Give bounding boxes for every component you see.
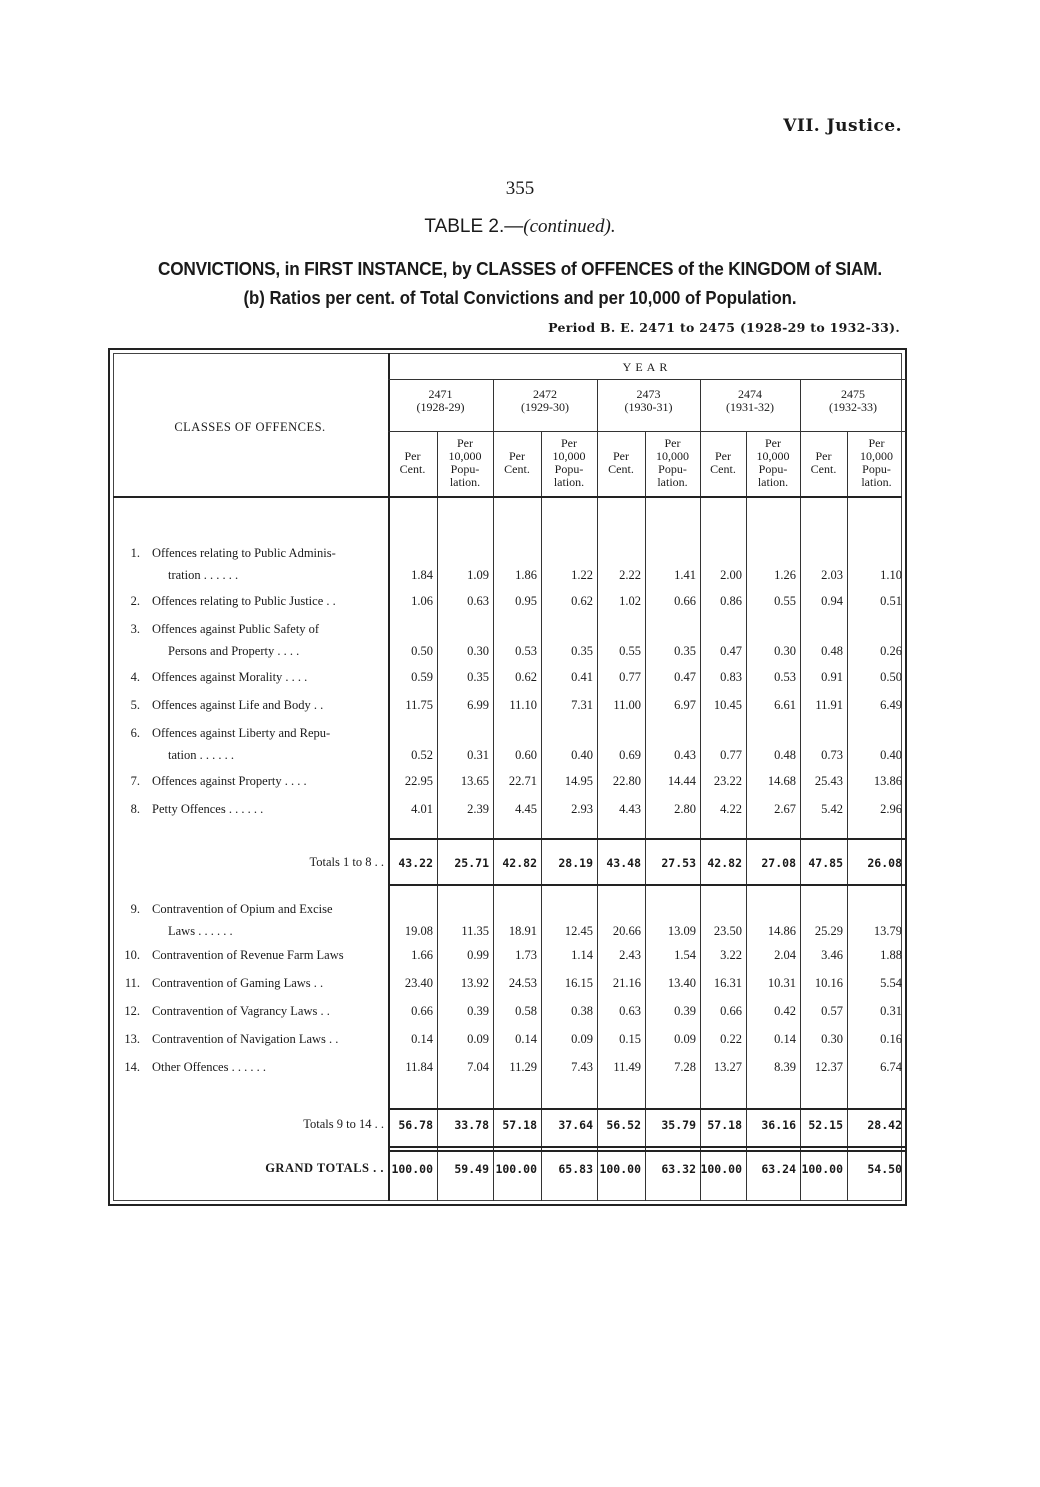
value-cell: 0.41 [571,670,593,684]
value-cell: 0.66 [674,594,696,608]
contravention-row-label [120,1028,385,1050]
value-cell: 0.22 [720,1032,742,1046]
row-text: Contravention of Opium and Excise [152,902,333,916]
per-population-line: Per [765,436,781,450]
per-cent-line: Per [509,449,525,463]
value-cell: 0.62 [515,670,537,684]
value-cell: 0.09 [467,1032,489,1046]
value-cell: 14.68 [767,774,796,788]
value-cell: 1.10 [880,568,902,582]
year-header [493,388,597,414]
value-cell: 1.88 [880,948,902,962]
value-cell: 5.42 [821,802,843,816]
row-text: Offences against Liberty and Repu- [152,726,331,740]
value-cell: 0.15 [619,1032,641,1046]
value-cell: 4.45 [515,802,537,816]
year-header [388,388,493,414]
value-cell: 0.16 [880,1032,902,1046]
subheading-rule [388,431,906,432]
row-text: Laws . . . . . . [168,924,233,938]
per-cent-line: Per [613,449,629,463]
value-cell: 0.42 [774,1004,796,1018]
value-cell: 0.30 [467,644,489,658]
totals-1-to-8-value: 43.48 [606,856,641,870]
value-cell: 0.59 [411,670,433,684]
grand-totals-value: 59.49 [454,1162,489,1176]
totals-1-to-8-value: 26.08 [867,856,902,870]
value-cell: 13.09 [667,924,696,938]
totals-1-to-8-label: Totals 1 to 8 . . [309,855,384,869]
totals-9-to-14-value: 36.16 [761,1118,796,1132]
value-cell: 0.60 [515,748,537,762]
value-cell: 0.35 [674,644,696,658]
per-cent-line: Cent. [810,462,837,476]
per-population-line: Per [868,436,885,450]
value-cell: 0.53 [774,670,796,684]
row-number: 4. [130,670,140,684]
offence-row-label [120,770,385,792]
value-cell: 1.73 [515,948,537,962]
table-subtitle: (b) Ratios per cent. of Total Convictions and per 10,000 of Population. [243,288,797,308]
value-cell: 8.39 [774,1060,796,1074]
per-cent-line: Cent. [504,462,530,476]
per-cent-header [388,450,437,476]
value-cell: 7.31 [571,698,593,712]
value-cell: 0.14 [515,1032,537,1046]
table-title: CONVICTIONS, in FIRST INSTANCE, by CLASSES of OFFENCES of the KINGDOM of SIAM. [157,258,883,279]
year-ad: (1929-30) [521,400,569,414]
per-cent-line: Cent. [710,462,736,476]
per-population-line: lation. [757,475,789,489]
value-cell: 0.40 [880,748,902,762]
value-cell: 11.91 [815,698,843,712]
totals-1-to-8-value: 42.82 [707,856,742,870]
per-cent-header [493,450,541,476]
value-cell: 13.79 [873,924,902,938]
totals1-rule-top [388,838,906,840]
value-cell: 11.35 [461,924,489,938]
value-cell: 10.45 [713,698,742,712]
per-population-line: lation. [449,475,481,489]
value-cell: 0.30 [821,1032,843,1046]
value-cell: 0.09 [571,1032,593,1046]
column-divider [700,380,701,1201]
value-cell: 0.73 [821,748,843,762]
value-cell: 0.58 [515,1004,537,1018]
value-cell: 0.47 [674,670,696,684]
value-cell: 23.40 [404,976,433,990]
per-population-header [437,437,493,489]
row-text: Contravention of Revenue Farm Laws [152,948,344,962]
year-rule [388,379,906,380]
classes-heading: CLASSES OF OFFENCES. [174,420,326,434]
offence-row-label [120,618,385,662]
offence-row-label [120,798,385,820]
value-cell: 0.99 [467,948,489,962]
value-cell: 13.65 [460,774,489,788]
totals-9-to-14-value: 57.18 [502,1118,537,1132]
offence-row-label [120,694,385,716]
row-text: Offences against Property . . . . [152,774,307,788]
per-cent-header [800,450,847,476]
value-cell: 0.47 [720,644,742,658]
value-cell: 0.91 [821,670,843,684]
value-cell: 6.99 [467,698,489,712]
value-cell: 4.01 [411,802,433,816]
value-cell: 4.22 [720,802,742,816]
totals-9-to-14-value: 35.79 [661,1118,696,1132]
per-population-line: Per [664,436,681,450]
value-cell: 7.43 [571,1060,593,1074]
value-cell: 1.41 [674,568,696,582]
row-number: 3. [130,622,140,636]
value-cell: 0.66 [411,1004,433,1018]
value-cell: 4.43 [619,802,641,816]
page-number: 355 [505,178,535,199]
per-cent-line: Per [715,449,731,463]
value-cell: 2.43 [619,948,641,962]
per-population-header [847,437,906,489]
value-cell: 19.08 [404,924,433,938]
per-cent-line: Cent. [399,462,426,476]
year-heading: YEAR [622,360,672,374]
value-cell: 16.15 [564,976,593,990]
value-cell: 22.71 [508,774,537,788]
row-number: 10. [124,948,140,962]
value-cell: 1.84 [411,568,433,582]
row-text: Offences against Morality . . . . [152,670,308,684]
row-number: 6. [130,726,140,740]
totals-9-to-14-label: Totals 9 to 14 . . [303,1117,384,1131]
value-cell: 0.14 [774,1032,796,1046]
value-cell: 0.52 [411,748,433,762]
year-ad: (1932-33) [829,400,877,414]
value-cell: 14.44 [667,774,696,788]
year-ad: (1930-31) [624,400,673,414]
value-cell: 2.67 [774,802,796,816]
value-cell: 0.94 [821,594,843,608]
value-cell: 11.10 [509,698,537,712]
value-cell: 10.31 [767,976,796,990]
row-text: Persons and Property . . . . [168,644,300,658]
grand-totals-value: 54.50 [867,1162,902,1176]
contravention-row-label [120,944,385,966]
value-cell: 0.50 [880,670,902,684]
value-cell: 0.35 [467,670,489,684]
row-text: Contravention of Gaming Laws . . [152,976,324,990]
value-cell: 14.95 [564,774,593,788]
value-cell: 22.95 [404,774,433,788]
per-population-line: 10,000 [448,449,482,463]
value-cell: 12.45 [564,924,593,938]
grand-totals-value: 100.00 [700,1162,742,1176]
value-cell: 13.86 [873,774,902,788]
value-cell: 5.54 [880,976,902,990]
contravention-row-label [120,898,385,942]
column-divider [493,380,494,1201]
value-cell: 0.40 [571,748,593,762]
value-cell: 3.22 [720,948,742,962]
offence-row-label [120,542,385,586]
value-cell: 0.53 [515,644,537,658]
value-cell: 2.80 [674,802,696,816]
value-cell: 0.50 [411,644,433,658]
value-cell: 0.38 [571,1004,593,1018]
row-number: 12. [124,1004,140,1018]
per-population-line: Popu- [658,462,687,476]
value-cell: 7.28 [674,1060,696,1074]
period-line: Period B. E. 2471 to 2475 (1928-29 to 1932-33). [548,320,900,335]
year-header [597,388,700,414]
value-cell: 11.75 [405,698,433,712]
per-cent-line: Per [815,449,832,463]
offence-row-label [120,666,385,688]
row-number: 11. [124,976,140,990]
value-cell: 1.26 [774,568,796,582]
value-cell: 16.31 [713,976,742,990]
totals1-rule-bottom [388,884,906,886]
value-cell: 0.31 [467,748,489,762]
year-be: 2471 [428,387,453,401]
contravention-row-label [120,972,385,994]
value-cell: 0.39 [674,1004,696,1018]
value-cell: 6.49 [880,698,902,712]
totals-1-to-8-value: 27.53 [661,856,696,870]
totals-9-to-14-value: 57.18 [707,1118,742,1132]
value-cell: 18.91 [508,924,537,938]
contravention-row-label [120,1056,385,1078]
value-cell: 2.93 [571,802,593,816]
value-cell: 0.63 [467,594,489,608]
per-population-line: Per [457,436,473,450]
value-cell: 0.09 [674,1032,696,1046]
per-cent-header [597,450,645,476]
row-text: Other Offences . . . . . . [152,1060,266,1074]
year-header [700,388,800,414]
totals-9-to-14-value: 33.78 [454,1118,489,1132]
totals-1-to-8-value: 27.08 [761,856,796,870]
per-population-line: Popu- [758,462,788,476]
year-be: 2474 [738,387,762,401]
row-text: Contravention of Navigation Laws . . [152,1032,339,1046]
value-cell: 2.03 [821,568,843,582]
value-cell: 10.16 [814,976,843,990]
per-population-header [645,437,700,489]
value-cell: 24.53 [508,976,537,990]
totals-1-to-8-value: 28.19 [558,856,593,870]
header-rule [113,496,902,498]
value-cell: 1.22 [571,568,593,582]
value-cell: 0.69 [619,748,641,762]
value-cell: 1.09 [467,568,489,582]
offence-row-label [120,722,385,766]
row-number: 13. [124,1032,140,1046]
value-cell: 1.54 [674,948,696,962]
totals-9-to-14-value: 28.42 [867,1118,902,1132]
value-cell: 0.48 [821,644,843,658]
per-population-header [541,437,597,489]
value-cell: 1.86 [515,568,537,582]
value-cell: 25.43 [814,774,843,788]
row-text: Offences against Public Safety of [152,622,320,636]
grand-totals-value: 65.83 [558,1162,593,1176]
value-cell: 21.16 [612,976,641,990]
totals2-rule-bottom [388,1146,906,1148]
value-cell: 3.46 [821,948,843,962]
value-cell: 2.22 [619,568,641,582]
value-cell: 0.77 [619,670,641,684]
row-text: Contravention of Vagrancy Laws . . [152,1004,330,1018]
value-cell: 1.02 [619,594,641,608]
year-be: 2475 [841,387,865,401]
grand-totals-label: GRAND TOTALS . . [265,1161,384,1175]
per-population-header [746,437,800,489]
value-cell: 2.04 [774,948,796,962]
grand-totals-value: 100.00 [495,1162,537,1176]
value-cell: 0.66 [720,1004,742,1018]
value-cell: 0.62 [571,594,593,608]
per-population-line: lation. [553,475,585,489]
value-cell: 0.77 [720,748,742,762]
row-number: 1. [130,546,140,560]
totals-9-to-14-value: 37.64 [558,1118,593,1132]
year-ad: (1931-32) [726,400,774,414]
value-cell: 0.63 [619,1004,641,1018]
value-cell: 0.30 [774,644,796,658]
totals-1-to-8-value: 25.71 [454,856,489,870]
value-cell: 13.40 [667,976,696,990]
row-text: Offences against Life and Body . . [152,698,324,712]
row-number: 2. [130,594,140,608]
column-divider [800,380,801,1201]
value-cell: 23.50 [713,924,742,938]
value-cell: 14.86 [767,924,796,938]
section-heading: VII. Justice. [783,116,902,136]
row-text: Offences relating to Public Justice . . [152,594,336,608]
grand-totals-value: 100.00 [599,1162,641,1176]
per-population-line: 10,000 [860,449,893,463]
year-ad: (1928-29) [416,400,465,414]
value-cell: 1.66 [411,948,433,962]
totals-1-to-8-value: 43.22 [398,856,433,870]
per-cent-line: Cent. [608,462,634,476]
value-cell: 0.51 [880,594,902,608]
per-population-line: 10,000 [656,449,689,463]
value-cell: 6.74 [880,1060,902,1074]
totals2-rule-top [388,1108,906,1110]
year-header [800,388,906,414]
value-cell: 20.66 [612,924,641,938]
per-cent-header [700,450,746,476]
totals-1-to-8-value: 47.85 [808,856,843,870]
grand-totals-value: 100.00 [801,1162,843,1176]
value-cell: 1.06 [411,594,433,608]
value-cell: 13.92 [460,976,489,990]
value-cell: 0.35 [571,644,593,658]
value-cell: 0.26 [880,644,902,658]
grand-totals-value: 100.00 [391,1162,433,1176]
totals-9-to-14-value: 52.15 [808,1118,843,1132]
table-prefix: TABLE 2.— [424,216,524,237]
value-cell: 0.55 [774,594,796,608]
value-cell: 2.96 [880,802,902,816]
value-cell: 12.37 [814,1060,843,1074]
value-cell: 0.39 [467,1004,489,1018]
value-cell: 6.61 [774,698,796,712]
value-cell: 0.55 [619,644,641,658]
value-cell: 11.00 [613,698,641,712]
row-text: tration . . . . . . [168,568,239,582]
per-population-line: Popu- [862,462,891,476]
column-divider [597,380,598,1201]
per-population-line: Popu- [554,462,584,476]
value-cell: 23.22 [713,774,742,788]
value-cell: 2.39 [467,802,489,816]
table-continued: (continued). [523,216,616,237]
year-be: 2472 [533,387,557,401]
value-cell: 0.86 [720,594,742,608]
value-cell: 11.29 [509,1060,537,1074]
value-cell: 0.95 [515,594,537,608]
contravention-row-label [120,1000,385,1022]
per-population-line: 10,000 [756,449,790,463]
row-text: Offences relating to Public Adminis- [152,546,336,560]
value-cell: 7.04 [467,1060,489,1074]
row-number: 9. [130,902,140,916]
row-number: 14. [124,1060,140,1074]
value-cell: 0.57 [821,1004,843,1018]
value-cell: 6.97 [674,698,696,712]
totals-9-to-14-value: 56.78 [398,1118,433,1132]
value-cell: 0.31 [880,1004,902,1018]
per-population-line: lation. [657,475,688,489]
table-number [300,216,740,238]
row-number: 5. [130,698,140,712]
per-population-line: Popu- [450,462,480,476]
value-cell: 22.80 [612,774,641,788]
row-text: Petty Offences . . . . . . [152,802,264,816]
value-cell: 0.43 [674,748,696,762]
value-cell: 25.29 [814,924,843,938]
per-population-line: lation. [861,475,892,489]
row-number: 8. [130,802,140,816]
value-cell: 11.49 [613,1060,641,1074]
per-cent-line: Per [404,449,421,463]
value-cell: 2.00 [720,568,742,582]
row-number: 7. [130,774,140,788]
totals-1-to-8-value: 42.82 [502,856,537,870]
per-population-line: 10,000 [552,449,586,463]
row-text: tation . . . . . . [168,748,234,762]
grand-rule-top [388,1150,906,1152]
grand-totals-value: 63.24 [761,1162,796,1176]
totals-9-to-14-value: 56.52 [606,1118,641,1132]
value-cell: 11.84 [405,1060,433,1074]
value-cell: 1.14 [571,948,593,962]
year-be: 2473 [636,387,661,401]
grand-totals-value: 63.32 [661,1162,696,1176]
value-cell: 0.83 [720,670,742,684]
per-population-line: Per [561,436,577,450]
offence-row-label [120,590,385,612]
value-cell: 0.14 [411,1032,433,1046]
value-cell: 13.27 [713,1060,742,1074]
value-cell: 0.48 [774,748,796,762]
